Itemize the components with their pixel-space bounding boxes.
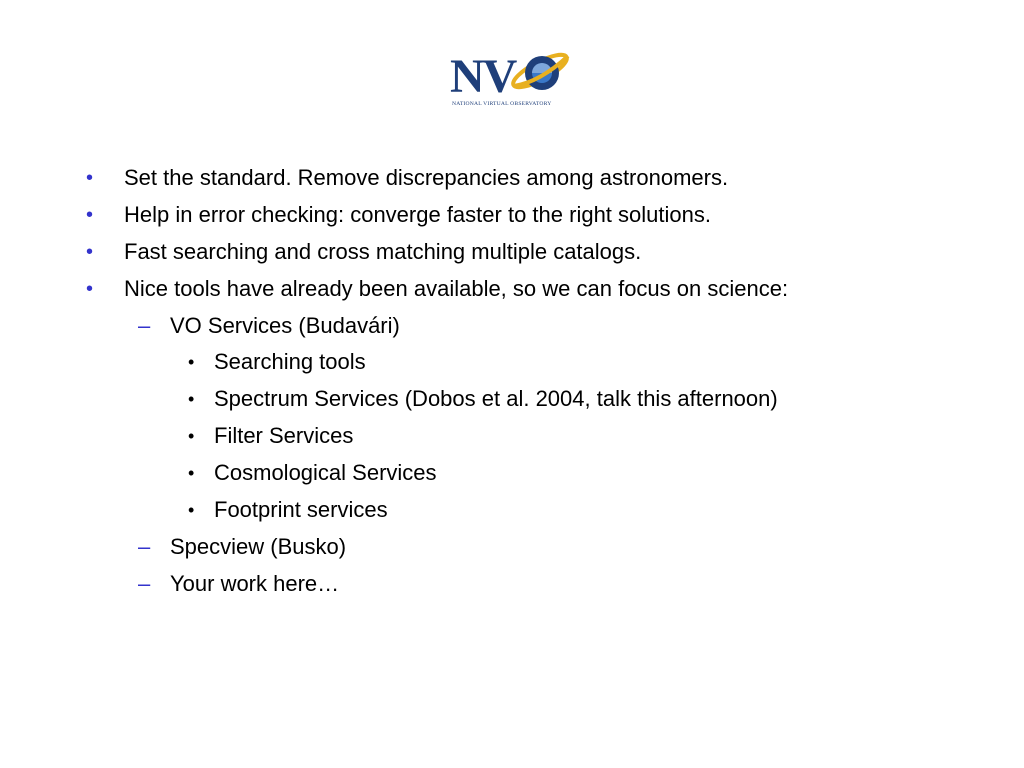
list-item xyxy=(0,271,1024,308)
list-item xyxy=(0,160,1024,197)
bullet-marker: • xyxy=(86,167,94,189)
bullet-list xyxy=(0,160,1024,603)
bullet-text: Help in error checking: converge faster to the right solutions. xyxy=(124,201,711,227)
nested-list-item xyxy=(0,455,1024,492)
bullet-marker: • xyxy=(188,463,195,484)
nested-item-text: Searching tools xyxy=(214,349,366,375)
nested-list-item xyxy=(0,492,1024,529)
bullet-marker: • xyxy=(86,203,94,226)
bullet-text: Fast searching and cross matching multiple catalogs. xyxy=(124,238,642,264)
nested-item-text: Filter Services xyxy=(214,423,354,449)
list-item xyxy=(0,234,1024,271)
bullet-marker: • xyxy=(188,389,195,410)
nested-item-text: Spectrum Services (Dobos et al. 2004, talk this afternoon) xyxy=(214,386,778,412)
nested-list-item xyxy=(0,381,1024,418)
sub-list-item xyxy=(0,308,1024,345)
nested-list-item xyxy=(0,344,1024,381)
dash-marker: – xyxy=(138,570,151,596)
dash-marker: – xyxy=(138,533,151,559)
sub-item-text: Your work here… xyxy=(170,570,340,596)
nested-item-text: Footprint services xyxy=(214,497,388,523)
bullet-marker: • xyxy=(188,352,195,373)
bullet-marker: • xyxy=(86,277,94,300)
bullet-marker: • xyxy=(188,426,195,447)
nested-list-item xyxy=(0,418,1024,455)
nvo-logo xyxy=(448,42,572,108)
sub-item-text: VO Services (Budavári) xyxy=(170,312,400,338)
list-item xyxy=(0,197,1024,234)
bullet-text: Set the standard. Remove discrepancies among astronomers. xyxy=(124,165,729,190)
sub-list-item xyxy=(0,566,1024,603)
logo-subtitle: NATIONAL VIRTUAL OBSERVATORY xyxy=(452,101,552,107)
nvo-logo-graphic xyxy=(448,42,572,108)
nested-item-text: Cosmological Services xyxy=(214,460,437,486)
logo-letters: NV xyxy=(450,50,516,103)
bullet-marker: • xyxy=(188,500,195,521)
bullet-text: Nice tools have already been available, so we can focus on science: xyxy=(124,275,789,301)
bullet-marker: • xyxy=(86,240,94,263)
dash-marker: – xyxy=(138,312,151,338)
sub-item-text: Specview (Busko) xyxy=(170,533,347,559)
sub-list-item xyxy=(0,529,1024,566)
